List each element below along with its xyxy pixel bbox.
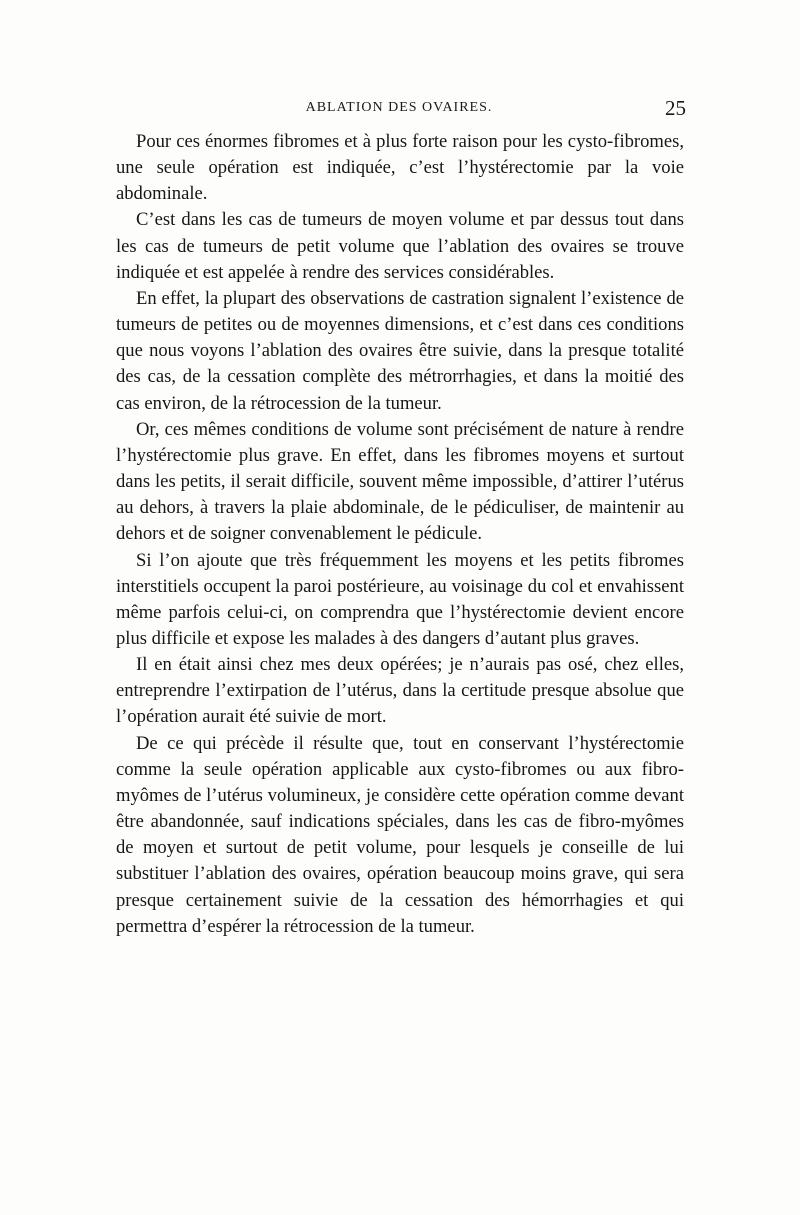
paragraph: En effet, la plupart des observations de castration signalent l’existence de tumeurs de petites ou de moyennes dimensions, et c’est dans ces conditions que nous voyons l’ablation des ovaires être suivie, dans la presque totalité des cas, de la cessation complète des métrorrhagies, et dans la moitié des cas environ, de la rétrocession de la tumeur. (116, 287, 684, 414)
paragraph: Or, ces mêmes conditions de volume sont précisément de nature à rendre l’hystérectomie plus grave. En effet, dans les fibromes moyens et surtout dans les petits, il serait difficile, souvent même impossible, d’attirer l’utérus au dehors, à travers la plaie abdominale, de le pédiculiser, de maintenir au dehors et de soigner convenablement le pédicule. (116, 418, 684, 545)
page-number: 25 (665, 96, 686, 120)
paragraph: Pour ces énormes fibromes et à plus forte raison pour les cysto-fibromes, une seule opération est indiquée, c’est l’hystérectomie par la voie abdominale. (116, 131, 684, 205)
paragraph: Il en était ainsi chez mes deux opérées; je n’aurais pas osé, chez elles, entreprendre l’extirpation de l’utérus, dans la certitude presque absolue que l’opération aurait été suivie de mort. (116, 654, 684, 728)
paragraph: C’est dans les cas de tumeurs de moyen volume et par dessus tout dans les cas de tumeurs de petit volume que l’ablation des ovaires se trouve indiquée et est appelée à rendre des services considérables. (116, 209, 684, 283)
running-head (112, 98, 686, 122)
body-text (116, 129, 684, 940)
paragraph: De ce qui précède il résulte que, tout en conservant l’hystérectomie comme la seule opération applicable aux cysto-fibromes ou aux fibro-myômes de l’utérus volumineux, je considère cette opération comme devant être abandonnée, sauf indications spéciales, dans les cas de fibro-myômes de moyen et surtout de petit volume, pour lesquels je conseille de lui substituer l’ablation des ovaires, opération beaucoup moins grave, qui sera presque certainement suivie de la cessation des hémorrhagies et qui permettra d’espérer la rétrocession de la tumeur. (116, 732, 684, 937)
paragraph: Si l’on ajoute que très fréquemment les moyens et les petits fibromes interstitiels occupent la paroi postérieure, au voisinage du col et envahissent même parfois celui-ci, on comprendra que l’hystérectomie devient encore plus difficile et expose les malades à des dangers d’autant plus graves. (116, 549, 684, 649)
running-title: ABLATION DES OVAIRES. (305, 100, 493, 115)
